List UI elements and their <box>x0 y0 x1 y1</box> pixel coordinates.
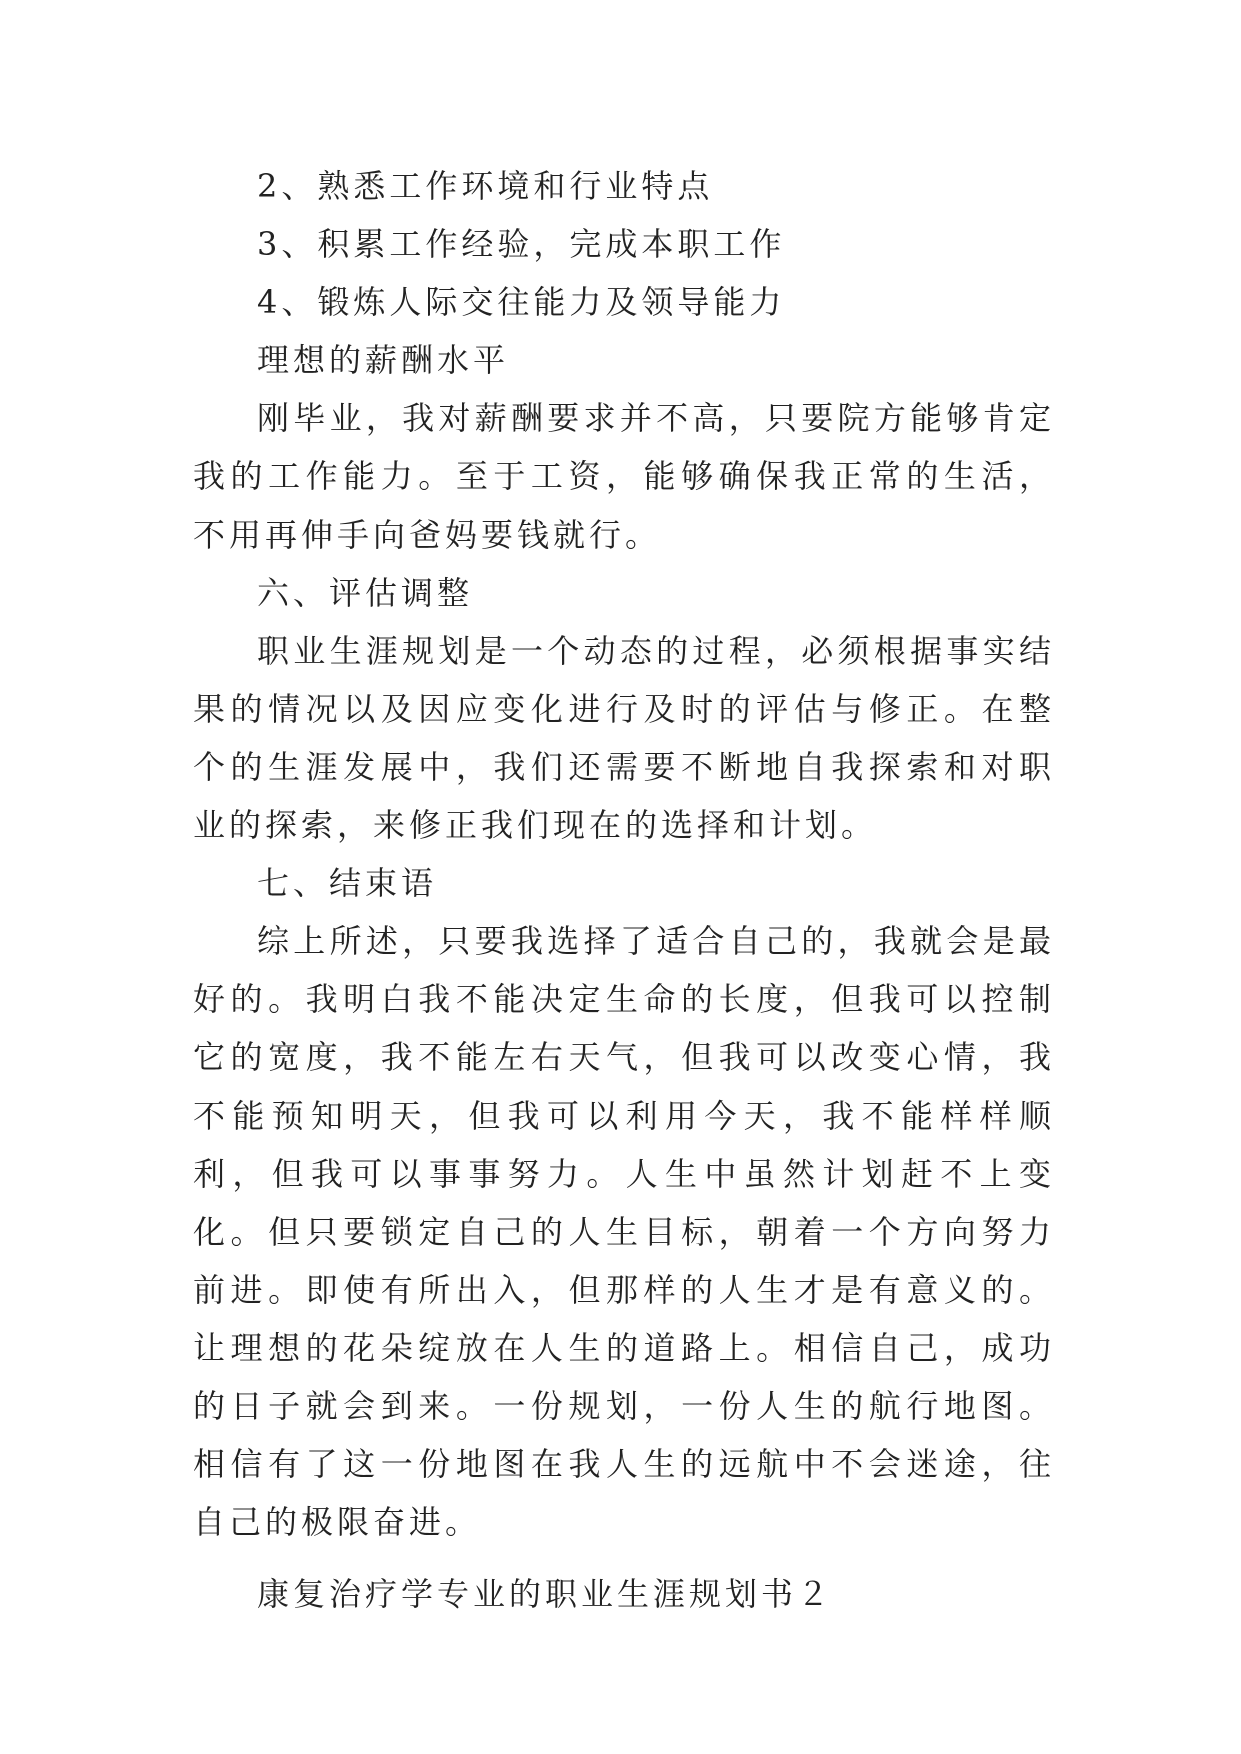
heading-evaluation: 六、评估调整 <box>257 573 474 612</box>
document-title-2: 康复治疗学专业的职业生涯规划书２ <box>257 1575 834 1614</box>
paragraph-evaluation: 职业生涯规划是一个动态的过程，必须根据事实结果的情况以及因应变化进行及时的评估与修正。在整个的生涯发展中，我们还需要不断地自我探索和对职业的探索，来修正我们现在的选择和计划。 <box>193 631 1055 845</box>
document-body <box>193 157 1055 1623</box>
list-item-familiarize: 2、熟悉工作环境和行业特点 <box>257 167 714 205</box>
list-item-experience: 3、积累工作经验，完成本职工作 <box>257 225 786 264</box>
paragraph-salary: 刚毕业，我对薪酬要求并不高，只要院方能够肯定我的工作能力。至于工资，能够确保我正常的生活，不用再伸手向爸妈要钱就行。 <box>193 399 1055 554</box>
heading-conclusion: 七、结束语 <box>257 864 438 903</box>
paragraph-conclusion: 综上所述，只要我选择了适合自己的，我就会是最好的。我明白我不能决定生命的长度，但我可以控制它的宽度，我不能左右天气，但我可以改变心情，我不能预知明天，但我可以利用今天，我不能样样顺利，但我可以事事努力。人生中虽然计划赶不上变化。但只要锁定自己的人生目标，朝着一个方向努力前进。即使有所出入，但那样的人生才是有意义的。让理想的花朵绽放在人生的道路上。相信自己，成功的日子就会到来。一份规划，一份人生的航行地图。相信有了这一份地图在我人生的远航中不会迷途，往自己的极限奋进。 <box>193 922 1055 1542</box>
heading-ideal-salary: 理想的薪酬水平 <box>257 341 510 380</box>
list-item-leadership: 4、锻炼人际交往能力及领导能力 <box>257 283 786 322</box>
